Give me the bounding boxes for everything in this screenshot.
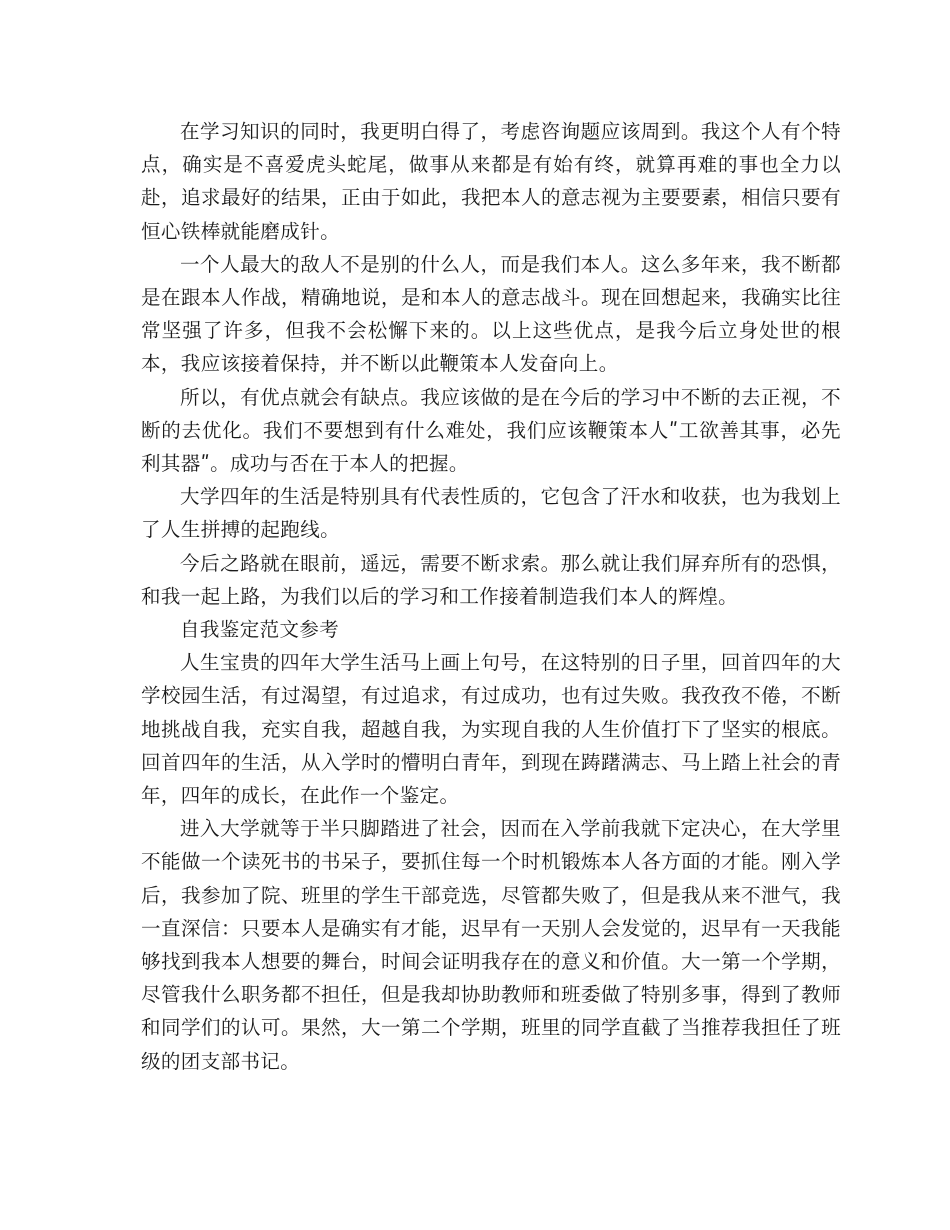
paragraph-1: 在学习知识的同时，我更明白得了，考虑咨询题应该周到。我这个人有个特点，确实是不喜爱虎头蛇尾，做事从来都是有始有终，就算再难的事也全力以赴，追求最好的结果，正由于如此，我把本人的意志视为主要要素，相信只要有恒心铁棒就能磨成针。 bbox=[141, 120, 841, 243]
paragraph-5: 今后之路就在眼前，遥远，需要不断求索。那么就让我们屏弃所有的恐惧，和我一起上路，为我们以后的学习和工作接着制造我们本人的辉煌。 bbox=[141, 551, 841, 608]
paragraph-4: 大学四年的生活是特别具有代表性质的，它包含了汗水和收获，也为我划上了人生拼搏的起跑线。 bbox=[141, 485, 841, 542]
section-title: 自我鉴定范文参考 bbox=[180, 618, 340, 642]
paragraph-3: 所以，有优点就会有缺点。我应该做的是在今后的学习中不断的去正视，不断的去优化。我们不要想到有什么难处，我们应该鞭策本人ʺ工欲善其事，必先利其器ʺ。成功与否在于本人的把握。 bbox=[141, 385, 841, 476]
document-body bbox=[141, 115, 841, 1078]
paragraph-2: 一个人最大的敌人不是别的什么人，而是我们本人。这么多年来，我不断都是在跟本人作战，精确地说，是和本人的意志战斗。现在回想起来，我确实比往常坚强了许多，但我不会松懈下来的。以上这些优点，是我今后立身处世的根本，我应该接着保持，并不断以此鞭策本人发奋向上。 bbox=[141, 252, 841, 376]
section-paragraph-1: 人生宝贵的四年大学生活马上画上句号，在这特别的日子里，回首四年的大学校园生活，有过渴望，有过追求，有过成功，也有过失败。我孜孜不倦，不断地挑战自我，充实自我，超越自我，为实现自我的人生价值打下了坚实的根底。回首四年的生活，从入学时的懵明白青年，到现在踌躇满志、马上踏上社会的青年，四年的成长，在此作一个鉴定。 bbox=[141, 651, 841, 808]
section-paragraph-2: 进入大学就等于半只脚踏进了社会，因而在入学前我就下定决心，在大学里不能做一个读死书的书呆子，要抓住每一个时机锻炼本人各方面的才能。刚入学后，我参加了院、班里的学生干部竞选，尽管都失败了，但是我从来不泄气，我一直深信：只要本人是确实有才能，迟早有一天别人会发觉的，迟早有一天我能够找到我本人想要的舞台，时间会证明我存在的意义和价值。大一第一个学期，尽管我什么职务都不担任，但是我却协助教师和班委做了特别多事，得到了教师和同学们的认可。果然，大一第二个学期，班里的同学直截了当推荐我担任了班级的团支部书记。 bbox=[141, 817, 841, 1073]
